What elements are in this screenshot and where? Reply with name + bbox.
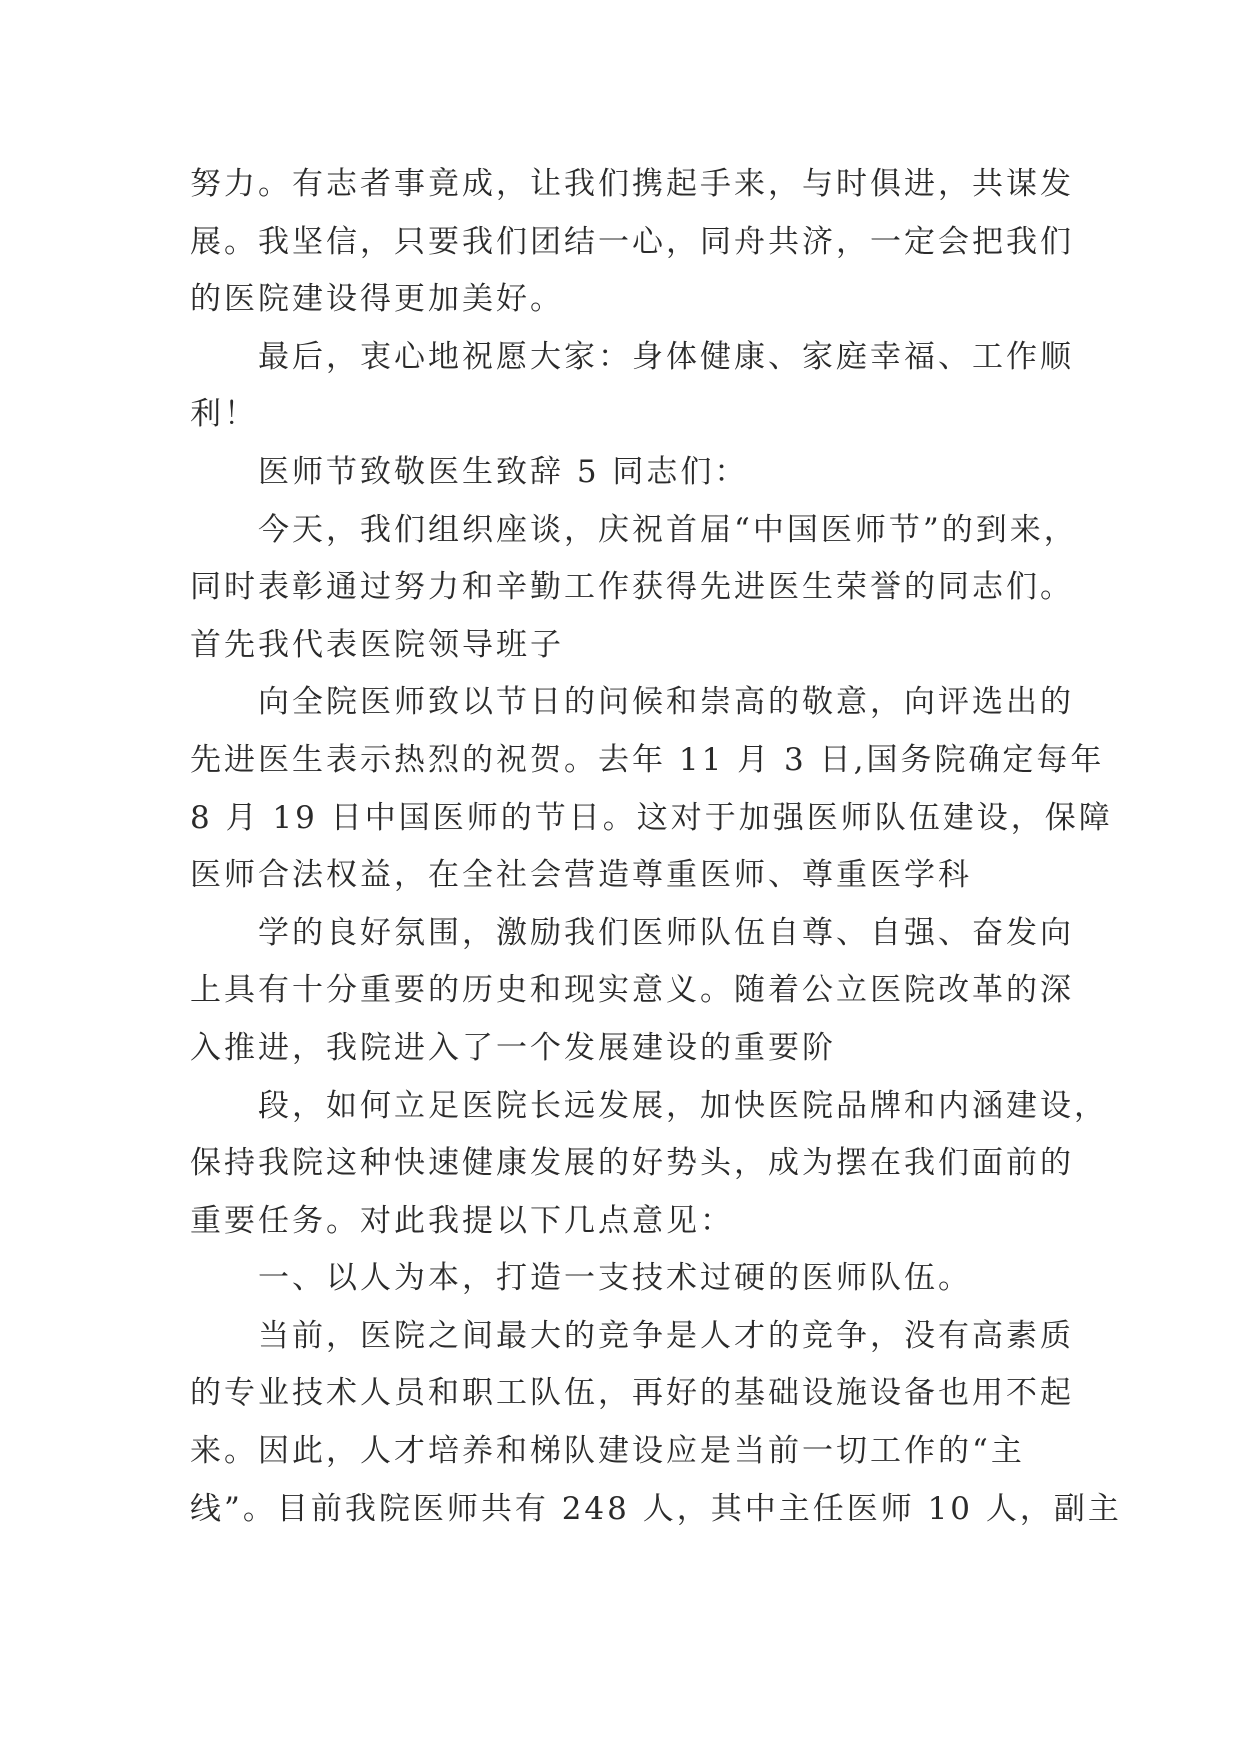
- document-body: [190, 156, 1122, 1538]
- list-heading: 一、以人为本，打造一支技术过硬的医师队伍。: [258, 1260, 972, 1297]
- paragraph-first-line: 学的良好氛围，激励我们医师队伍自尊、自强、奋发向: [258, 914, 1074, 951]
- text-line: 上具有十分重要的历史和现实意义。随着公立医院改革的深: [190, 972, 1074, 1009]
- text-line: 重要任务。对此我提以下几点意见：: [190, 1202, 734, 1239]
- section-heading: 医师节致敬医生致辞 5 同志们：: [258, 453, 749, 490]
- text-line: 来。因此，人才培养和梯队建设应是当前一切工作的“主: [190, 1433, 1025, 1470]
- paragraph-first-line: 当前，医院之间最大的竞争是人才的竞争，没有高素质: [258, 1317, 1074, 1354]
- text-line: 医师合法权益，在全社会营造尊重医师、尊重医学科: [190, 857, 972, 894]
- text-line: 入推进，我院进入了一个发展建设的重要阶: [190, 1029, 836, 1066]
- text-line: 线”。目前我院医师共有 248 人，其中主任医师 10 人，副主: [190, 1490, 1122, 1527]
- text-line: 利！: [190, 396, 258, 433]
- paragraph-first-line: 最后，衷心地祝愿大家：身体健康、家庭幸福、工作顺: [258, 338, 1074, 375]
- text-line: 首先我代表医院领导班子: [190, 626, 564, 663]
- paragraph-first-line: 今天，我们组织座谈，庆祝首届“中国医师节”的到来，: [258, 511, 1078, 548]
- text-line: 保持我院这种快速健康发展的好势头，成为摆在我们面前的: [190, 1145, 1074, 1182]
- text-line: 同时表彰通过努力和辛勤工作获得先进医生荣誉的同志们。: [190, 569, 1074, 606]
- text-line: 的医院建设得更加美好。: [190, 281, 564, 318]
- text-line: 8 月 19 日中国医师的节日。这对于加强医师队伍建设，保障: [190, 799, 1113, 836]
- text-line: 努力。有志者事竟成，让我们携起手来，与时俱进，共谋发: [190, 166, 1074, 202]
- text-line: 的专业技术人员和职工队伍，再好的基础设施设备也用不起: [190, 1375, 1074, 1412]
- paragraph-first-line: 段，如何立足医院长远发展，加快医院品牌和内涵建设，: [258, 1087, 1108, 1124]
- text-line: 展。我坚信，只要我们团结一心，同舟共济，一定会把我们: [190, 223, 1074, 260]
- text-line: 先进医生表示热烈的祝贺。去年 11 月 3 日,国务院确定每年: [190, 741, 1105, 778]
- paragraph-first-line: 向全院医师致以节日的问候和崇高的敬意，向评选出的: [258, 684, 1074, 721]
